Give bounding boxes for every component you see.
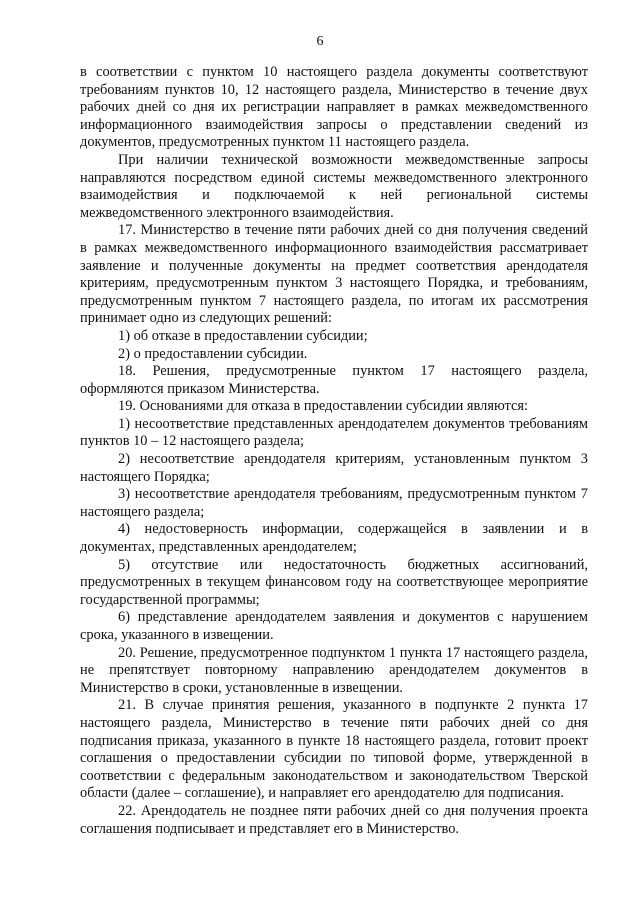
paragraph: 4) недостоверность информации, содержащейся в заявлении и в документах, представленных арендодателем; [80,521,588,556]
document-body [80,64,588,838]
paragraph: 22. Арендодатель не позднее пяти рабочих дней со дня получения проекта соглашения подписывает и представляет его в Министерство. [80,802,588,837]
paragraph: 19. Основаниями для отказа в предоставлении субсидии являются: [118,398,528,415]
paragraph: 17. Министерство в течение пяти рабочих дней со дня получения сведений в рамках межведомственного информационного взаимодействия рассматривает заявление и полученные документы на предмет соответствия арендодателя критериям, предусмотренным пунктом 3 настоящего Порядка, и требованиям, предусмотренным пунктом 7 настоящего раздела, по итогам их рассмотрения принимает одно из следующих решений: [80,222,588,327]
paragraph: 2) о предоставлении субсидии. [118,345,308,362]
paragraph: в соответствии с пунктом 10 настоящего раздела документы соответствуют требованиям пунктов 10, 12 настоящего раздела, Министерство в течение двух рабочих дней со дня их регистрации направляет в рамках межведомственного информационного взаимодействия запросы о представлении сведений из документов, предусмотренных пунктом 11 настоящего раздела. [80,64,588,151]
paragraph: 5) отсутствие или недостаточность бюджетных ассигнований, предусмотренных в текущем финансовом году на соответствующее мероприятие государственной программы; [80,556,588,608]
paragraph: 6) представление арендодателем заявления и документов с нарушением срока, указанного в извещении. [80,609,588,643]
paragraph: При наличии технической возможности межведомственные запросы направляются посредством единой системы межведомственного электронного взаимодействия и подключаемой к ней региональной системы межведомственного электронного взаимодействия. [80,151,588,221]
paragraph: 2) несоответствие арендодателя критериям, установленным пунктом 3 настоящего Порядка; [80,451,588,485]
paragraph: 20. Решение, предусмотренное подпунктом 1 пункта 17 настоящего раздела, не препятствует повторному направлению арендодателем документов в Министерство в сроки, установленные в извещении. [80,644,588,696]
paragraph: 1) об отказе в предоставлении субсидии; [118,327,368,344]
paragraph: 3) несоответствие арендодателя требованиям, предусмотренным пунктом 7 настоящего раздела; [80,486,588,520]
paragraph: 18. Решения, предусмотренные пунктом 17 настоящего раздела, оформляются приказом Министерства. [80,363,588,397]
page-number: 6 [316,34,324,49]
paragraph: 21. В случае принятия решения, указанного в подпункте 2 пункта 17 настоящего раздела, Министерство в течение пяти рабочих дней со дня подписания приказа, указанного в пункте 18 настоящего раздела, готовит проект соглашения о предоставлении субсидии по типовой форме, утвержденной в соответствии с федеральным законодательством и законодательством Тверской области (далее – соглашение), и направляет его арендодателю для подписания. [80,697,588,802]
paragraph: 1) несоответствие представленных арендодателем документов требованиям пунктов 10 – 12 настоящего раздела; [80,415,588,450]
